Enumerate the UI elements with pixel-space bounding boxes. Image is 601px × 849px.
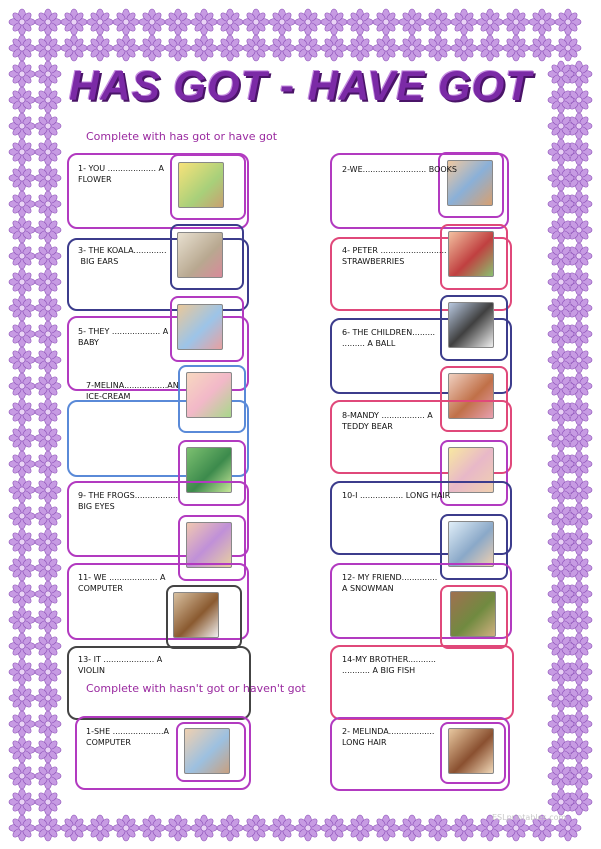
- flower-icon: [9, 113, 35, 139]
- flower-icon: [217, 35, 243, 61]
- flower-icon: [321, 815, 347, 841]
- flower-icon: [451, 815, 477, 841]
- flower-icon: [217, 815, 243, 841]
- flower-icon: [35, 243, 61, 269]
- flower-icon: [425, 9, 451, 35]
- flower-icon: [529, 35, 555, 61]
- flower-icon: [269, 35, 295, 61]
- instruction-hasnt-got: Complete with hasn't got or haven't got: [86, 682, 306, 695]
- snowman-picture: [448, 521, 494, 567]
- flower-icon: [35, 9, 61, 35]
- flower-icon: [35, 607, 61, 633]
- exercise-text: 12- MY FRIEND.............. A SNOWMAN: [342, 573, 438, 593]
- flower-icon: [9, 35, 35, 61]
- flower-icon: [35, 451, 61, 477]
- family-baby-picture: [177, 304, 223, 350]
- flower-icon: [555, 35, 581, 61]
- exercise-text: 7-MELINA.................AN ICE-CREAM: [86, 381, 179, 401]
- flower-icon: [451, 9, 477, 35]
- flower-icon: [35, 659, 61, 685]
- bear-violin-picture: [173, 592, 219, 638]
- flower-icon: [35, 685, 61, 711]
- flower-icon: [35, 633, 61, 659]
- flower-icon: [35, 737, 61, 763]
- flower-icon: [548, 295, 574, 321]
- flower-icon: [9, 347, 35, 373]
- flower-icon: [35, 347, 61, 373]
- flower-icon: [35, 529, 61, 555]
- melinda-picture: [448, 728, 494, 774]
- flower-icon: [35, 295, 61, 321]
- flower-icon: [548, 633, 574, 659]
- flower-icon: [399, 815, 425, 841]
- flower-icon: [9, 815, 35, 841]
- flower-icon: [191, 815, 217, 841]
- flower-girl-picture: [178, 162, 224, 208]
- flower-icon: [9, 295, 35, 321]
- flower-icon: [347, 815, 373, 841]
- flower-icon: [451, 35, 477, 61]
- flower-icon: [9, 243, 35, 269]
- flower-icon: [35, 477, 61, 503]
- flower-icon: [87, 9, 113, 35]
- flower-icon: [9, 581, 35, 607]
- page-title: HAS GOT - HAVE GOT: [69, 62, 532, 109]
- flower-icon: [35, 321, 61, 347]
- flower-icon: [425, 815, 451, 841]
- flower-icon: [9, 503, 35, 529]
- flower-icon: [548, 399, 574, 425]
- flower-icon: [35, 373, 61, 399]
- flower-icon: [548, 529, 574, 555]
- flower-icon: [9, 711, 35, 737]
- exercise-text: 3- THE KOALA............. BIG EARS: [78, 246, 167, 266]
- exercise-text: 1- YOU ................... A FLOWER: [78, 164, 164, 184]
- flower-icon: [35, 503, 61, 529]
- flower-icon: [347, 9, 373, 35]
- flower-icon: [548, 555, 574, 581]
- flower-icon: [295, 35, 321, 61]
- exercise-text: 2-WE......................... BOOKS: [342, 165, 457, 174]
- flower-icon: [61, 35, 87, 61]
- flower-icon: [9, 633, 35, 659]
- flower-icon: [113, 815, 139, 841]
- exercise-text: 2- MELINDA.................. LONG HAIR: [342, 727, 435, 747]
- flower-icon: [35, 35, 61, 61]
- flower-icon: [139, 9, 165, 35]
- flower-icon: [165, 9, 191, 35]
- flower-icon: [269, 815, 295, 841]
- flower-icon: [477, 35, 503, 61]
- watermark: ESLprintables.com: [492, 813, 567, 822]
- flower-icon: [548, 737, 574, 763]
- flower-icon: [399, 9, 425, 35]
- flower-icon: [9, 763, 35, 789]
- flower-icon: [35, 789, 61, 815]
- flower-icon: [9, 139, 35, 165]
- exercise-text: 8-MANDY ................. A TEDDY BEAR: [342, 411, 433, 431]
- flower-icon: [35, 165, 61, 191]
- flower-icon: [548, 425, 574, 451]
- exercise-text: 14-MY BROTHER........... ........... A BIG FISH: [342, 655, 436, 675]
- flower-icon: [217, 9, 243, 35]
- ice-cream-girl-picture: [186, 372, 232, 418]
- flower-icon: [35, 269, 61, 295]
- children-picture: [186, 522, 232, 568]
- flower-icon: [87, 815, 113, 841]
- flower-icon: [243, 35, 269, 61]
- flower-icon: [9, 659, 35, 685]
- flower-icon: [9, 217, 35, 243]
- flower-icon: [9, 9, 35, 35]
- flower-icon: [373, 815, 399, 841]
- flower-icon: [548, 321, 574, 347]
- flower-icon: [529, 9, 555, 35]
- flower-icon: [61, 815, 87, 841]
- exercise-text: 4- PETER .......................... STRAWBERRIES: [342, 246, 447, 266]
- flower-icon: [35, 815, 61, 841]
- flower-icon: [9, 373, 35, 399]
- flower-icon: [548, 451, 574, 477]
- flower-icon: [9, 477, 35, 503]
- flower-icon: [548, 217, 574, 243]
- flower-icon: [548, 373, 574, 399]
- flower-icon: [548, 607, 574, 633]
- flower-icon: [548, 191, 574, 217]
- flower-icon: [373, 35, 399, 61]
- flower-icon: [243, 815, 269, 841]
- flower-icon: [35, 763, 61, 789]
- flower-icon: [35, 399, 61, 425]
- boy-fish-picture: [450, 591, 496, 637]
- flower-icon: [548, 477, 574, 503]
- flower-icon: [548, 659, 574, 685]
- flower-icon: [548, 503, 574, 529]
- flower-icon: [9, 399, 35, 425]
- children-ball-picture: [448, 302, 494, 348]
- flower-icon: [9, 529, 35, 555]
- flower-icon: [503, 9, 529, 35]
- flower-icon: [503, 35, 529, 61]
- flower-icon: [548, 139, 574, 165]
- flower-icon: [548, 113, 574, 139]
- flower-icon: [61, 9, 87, 35]
- flower-icon: [243, 9, 269, 35]
- flower-icon: [9, 685, 35, 711]
- flower-icon: [548, 269, 574, 295]
- flower-icon: [321, 9, 347, 35]
- exercise-text: 1-SHE ....................A COMPUTER: [86, 727, 169, 747]
- flower-icon: [269, 9, 295, 35]
- flower-icon: [9, 165, 35, 191]
- flower-icon: [548, 243, 574, 269]
- flower-icon: [35, 113, 61, 139]
- girl-computer-picture: [184, 728, 230, 774]
- flower-icon: [35, 217, 61, 243]
- flower-icon: [9, 607, 35, 633]
- flower-icon: [321, 35, 347, 61]
- flower-icon: [9, 321, 35, 347]
- flower-icon: [87, 35, 113, 61]
- flower-icon: [165, 815, 191, 841]
- flower-icon: [399, 35, 425, 61]
- exercise-text: 6- THE CHILDREN......... ......... A BALL: [342, 328, 436, 348]
- flower-icon: [9, 269, 35, 295]
- flower-icon: [35, 581, 61, 607]
- boy-strawberries-picture: [448, 231, 494, 277]
- flower-icon: [373, 9, 399, 35]
- flower-icon: [9, 737, 35, 763]
- flower-icon: [35, 711, 61, 737]
- flower-icon: [548, 685, 574, 711]
- flower-icon: [9, 789, 35, 815]
- exercise-text: 5- THEY ................... A BABY: [78, 327, 169, 347]
- flower-icon: [35, 425, 61, 451]
- flower-icon: [9, 451, 35, 477]
- flower-icon: [425, 35, 451, 61]
- exercise-text: 10-I ................. LONG HAIR: [342, 491, 451, 500]
- exercise-text: 11- WE ................... A COMPUTER: [78, 573, 166, 593]
- flower-icon: [9, 425, 35, 451]
- flower-icon: [113, 35, 139, 61]
- flower-icon: [548, 763, 574, 789]
- flower-icon: [139, 815, 165, 841]
- flower-icon: [191, 9, 217, 35]
- flower-icon: [295, 9, 321, 35]
- flower-icon: [113, 9, 139, 35]
- flower-icon: [555, 9, 581, 35]
- flower-icon: [9, 555, 35, 581]
- flower-icon: [548, 347, 574, 373]
- flower-icon: [9, 191, 35, 217]
- flower-icon: [35, 191, 61, 217]
- flower-icon: [477, 9, 503, 35]
- flower-icon: [548, 581, 574, 607]
- flower-icon: [295, 815, 321, 841]
- flower-icon: [139, 35, 165, 61]
- exercise-text: 13- IT .................... A VIOLIN: [78, 655, 163, 675]
- flower-icon: [347, 35, 373, 61]
- flower-icon: [191, 35, 217, 61]
- flower-icon: [165, 35, 191, 61]
- flower-icon: [35, 555, 61, 581]
- flower-icon: [35, 139, 61, 165]
- flower-icon: [548, 711, 574, 737]
- instruction-has-got: Complete with has got or have got: [86, 130, 278, 143]
- koala-picture: [177, 232, 223, 278]
- flower-icon: [548, 165, 574, 191]
- exercise-text: 9- THE FROGS................. BIG EYES: [78, 491, 178, 511]
